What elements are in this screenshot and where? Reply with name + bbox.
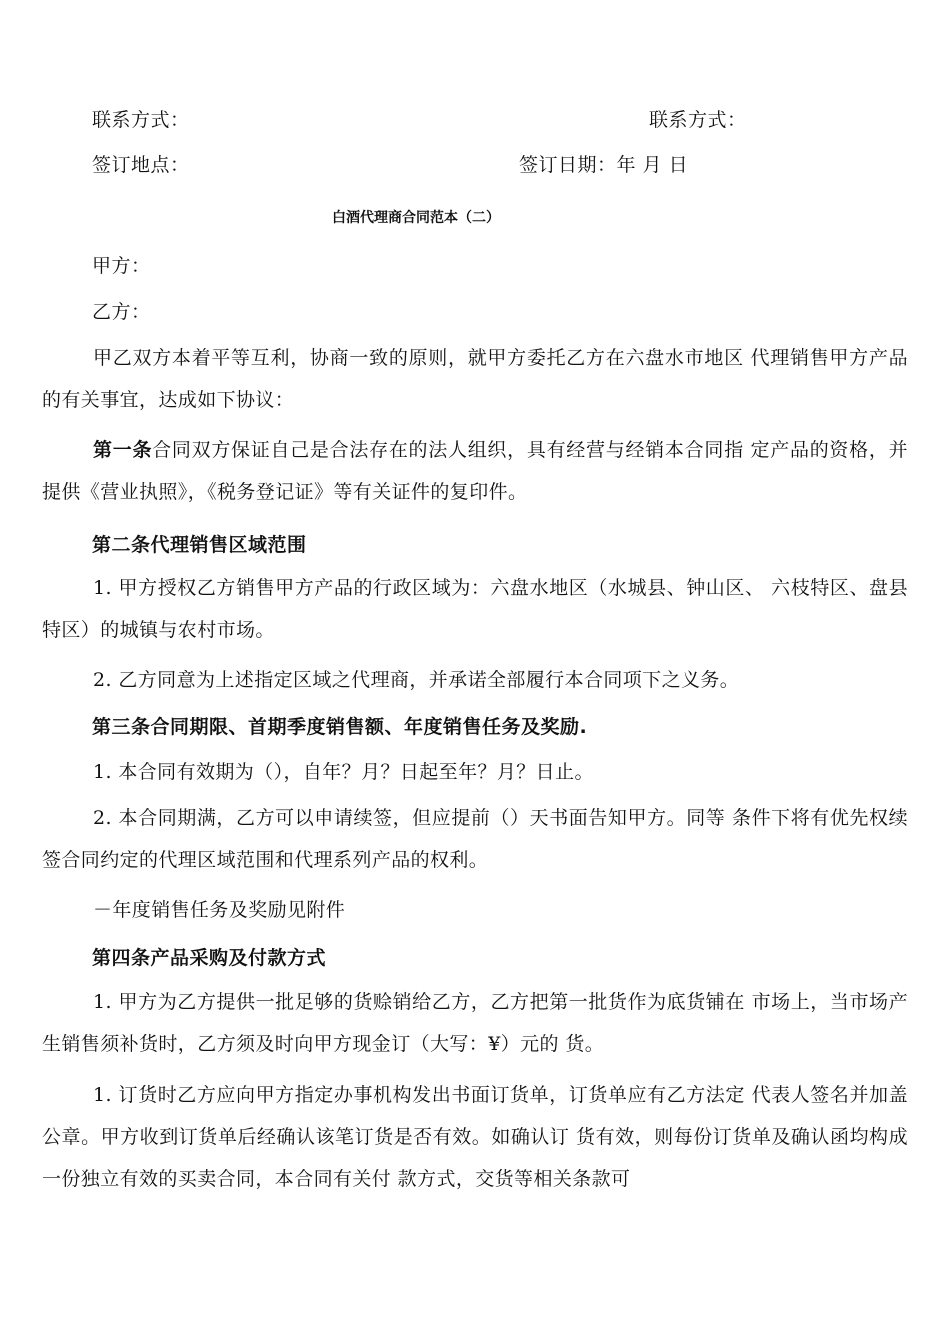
article2-item2: 2. 乙方同意为上述指定区域之代理商，并承诺全部履行本合同项下之义务。 [93, 669, 740, 691]
article1-paragraph [42, 429, 908, 513]
article3-note: －年度销售任务及奖励见附件 [93, 899, 346, 921]
contact-left-label: 联系方式： [92, 109, 190, 131]
sign-date-label: 签订日期：年 月 日 [519, 154, 689, 176]
article3-heading: 第三条合同期限、首期季度销售额、年度销售任务及奖励. [92, 716, 588, 738]
article4-item2: 1. 订货时乙方应向甲方指定办事机构发出书面订货单，订货单应有乙方法定 代表人签名并加盖公章。甲方收到订货单后经确认该笔订货是否有效。如确认订 货有效，则每份订货单及确认函均构成一份独立有效的买卖合同，本合同有关付 款方式，交货等相关条款可 [42, 1084, 908, 1190]
document-title: 白酒代理商合同范本（二） [332, 210, 500, 226]
contact-right-label: 联系方式： [649, 109, 747, 131]
article4-heading: 第四条产品采购及付款方式 [92, 947, 327, 969]
article1-heading: 第一条 [93, 439, 153, 461]
party-b-label: 乙方： [92, 301, 151, 323]
intro-paragraph: 甲乙双方本着平等互利，协商一致的原则，就甲方委托乙方在六盘水市地区 代理销售甲方产品的有关事宜，达成如下协议： [42, 347, 908, 411]
sign-place-label: 签订地点： [92, 154, 190, 176]
article2-item1: 1. 甲方授权乙方销售甲方产品的行政区域为：六盘水地区（水城县、钟山区、 六枝特区、盘县特区）的城镇与农村市场。 [42, 577, 908, 641]
article2-heading: 第二条代理销售区域范围 [92, 534, 307, 556]
article4-item1: 1. 甲方为乙方提供一批足够的货赊销给乙方，乙方把第一批货作为底货铺在 市场上，当市场产生销售须补货时，乙方须及时向甲方现金订（大写：¥）元的 货。 [42, 991, 908, 1055]
article1-text: 合同双方保证自己是合法存在的法人组织，具有经营与经销本合同指 定产品的资格，并提供《营业执照》，《税务登记证》等有关证件的复印件。 [42, 439, 908, 503]
party-a-label: 甲方： [92, 255, 151, 277]
article3-item2: 2. 本合同期满，乙方可以申请续签，但应提前（）天书面告知甲方。同等 条件下将有优先权续签合同约定的代理区域范围和代理系列产品的权利。 [42, 807, 908, 871]
article3-item1: 1. 本合同有效期为（），自年？月？日起至年？月？日止。 [93, 761, 594, 783]
